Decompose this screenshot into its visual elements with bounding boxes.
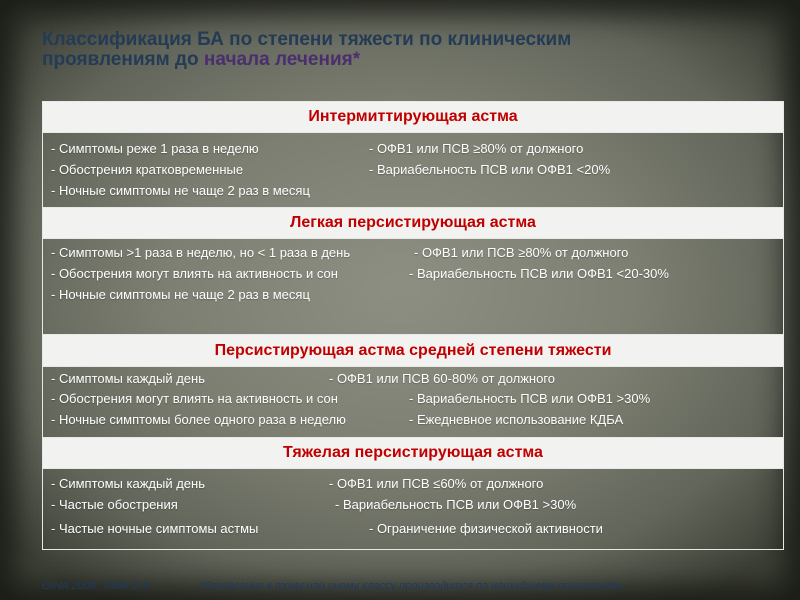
lung-function-item: - Вариабельность ПСВ или ОФВ1 <20-30%	[409, 266, 669, 281]
section-header-intermittent: Интермиттирующая астма	[43, 102, 783, 133]
slide-title	[42, 30, 762, 70]
symptom-item: - Симптомы каждый день	[51, 476, 205, 491]
footer-note: *Отнесение к тому или иному классу производится по наихудшему показателю	[200, 580, 622, 592]
classification-table	[42, 101, 784, 550]
symptom-item: - Ночные симптомы не чаще 2 раз в месяц	[51, 183, 310, 198]
symptom-item: - Симптомы реже 1 раза в неделю	[51, 141, 259, 156]
footer-source: GINA 2008; Table 2-4.	[42, 580, 151, 592]
title-line-2-text: проявлениям до	[42, 49, 204, 70]
symptom-item: - Ночные симптомы не чаще 2 раз в месяц	[51, 287, 310, 302]
lung-function-item: - ОФВ1 или ПСВ ≤60% от должного	[329, 476, 544, 491]
symptom-item: - Симптомы >1 раза в неделю, но < 1 раза в день	[51, 245, 351, 260]
section-header-severe-persistent: Тяжелая персистирующая астма	[43, 438, 783, 469]
lung-function-item: - ОФВ1 или ПСВ ≥80% от должного	[369, 141, 584, 156]
symptom-item: - Ночные симптомы более одного раза в неделю	[51, 412, 346, 427]
lung-function-item: - ОФВ1 или ПСВ ≥80% от должного	[414, 245, 629, 260]
section-header-mild-persistent: Легкая персистирующая астма	[43, 208, 783, 239]
lung-function-item: - ОФВ1 или ПСВ 60-80% от должного	[329, 371, 556, 386]
section-body-severe-persistent	[43, 469, 783, 549]
symptom-item: - Симптомы каждый день	[51, 371, 205, 386]
title-line-2	[42, 50, 762, 70]
title-highlight: начала лечения*	[203, 49, 361, 70]
lung-function-item: - Вариабельность ПСВ или ОФВ1 <20%	[369, 162, 611, 177]
section-body-intermittent	[43, 133, 783, 208]
lung-function-item: - Ежедневное использование КДБА	[409, 412, 624, 427]
lung-function-item: - Вариабельность ПСВ или ОФВ1 >30%	[335, 497, 577, 512]
lung-function-item: - Ограничение физической активности	[369, 521, 603, 536]
symptom-item: - Частые обострения	[51, 497, 178, 512]
section-header-moderate-persistent: Персистирующая астма средней степени тяжести	[43, 335, 783, 367]
section-body-mild-persistent	[43, 239, 783, 335]
title-line-1: Классификация БА по степени тяжести по клиническим	[42, 29, 572, 50]
symptom-item: - Частые ночные симптомы астмы	[51, 521, 259, 536]
section-body-moderate-persistent	[43, 367, 783, 438]
symptom-item: - Обострения могут влиять на активность и сон	[51, 391, 338, 406]
symptom-item: - Обострения могут влиять на активность и сон	[51, 266, 338, 281]
lung-function-item: - Вариабельность ПСВ или ОФВ1 >30%	[409, 391, 651, 406]
symptom-item: - Обострения кратковременные	[51, 162, 244, 177]
